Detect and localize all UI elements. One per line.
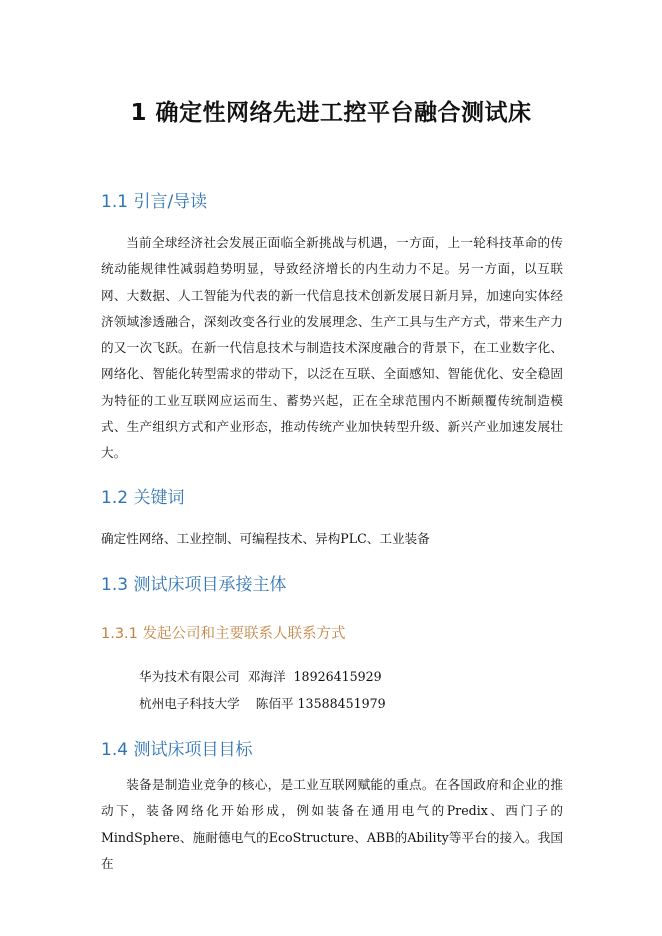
- document-title: 1 确定性网络先进工控平台融合测试床: [130, 100, 532, 126]
- goal-paragraph: 装备是制造业竞争的核心，是工业互联网赋能的重点。在各国政府和企业的推动下，装备网络化开始形成，例如装备在通用电气的Predix、西门子的MindSphere、施耐德电气的EcoStructure、ABB的Ability等平台的接入。我国在: [101, 777, 563, 871]
- keywords-text: 确定性网络、工业控制、可编程技术、异构PLC、工业装备: [101, 531, 430, 546]
- section-heading-goal: 1.4 测试床项目目标: [101, 740, 253, 760]
- subsection-heading-contacts: 1.3.1 发起公司和主要联系人联系方式: [101, 626, 346, 642]
- section-heading-undertaker: 1.3 测试床项目承接主体: [101, 575, 287, 595]
- section-heading-keywords: 1.2 关键词: [101, 488, 185, 508]
- contact-line: 华为技术有限公司 邓海洋 18926415929: [139, 669, 382, 684]
- contact-line: 杭州电子科技大学 陈佰平 13588451979: [139, 696, 386, 711]
- section-heading-intro: 1.1 引言/导读: [101, 192, 208, 212]
- intro-paragraph: 当前全球经济社会发展正面临全新挑战与机遇，一方面，上一轮科技革命的传统动能规律性减弱趋势明显，导致经济增长的内生动力不足。另一方面，以互联网、大数据、人工智能为代表的新一代信息技术创新发展日新月异，加速向实体经济领域渗透融合，深刻改变各行业的发展理念、生产工具与生产方式，带来生产力的又一次飞跃。在新一代信息技术与制造技术深度融合的背景下，在工业数字化、网络化、智能化转型需求的带动下，以泛在互联、全面感知、智能优化、安全稳固为特征的工业互联网应运而生、蓄势兴起，正在全球范围内不断颠覆传统制造模式、生产组织方式和产业形态，推动传统产业加快转型升级、新兴产业加速发展壮大。: [101, 235, 563, 461]
